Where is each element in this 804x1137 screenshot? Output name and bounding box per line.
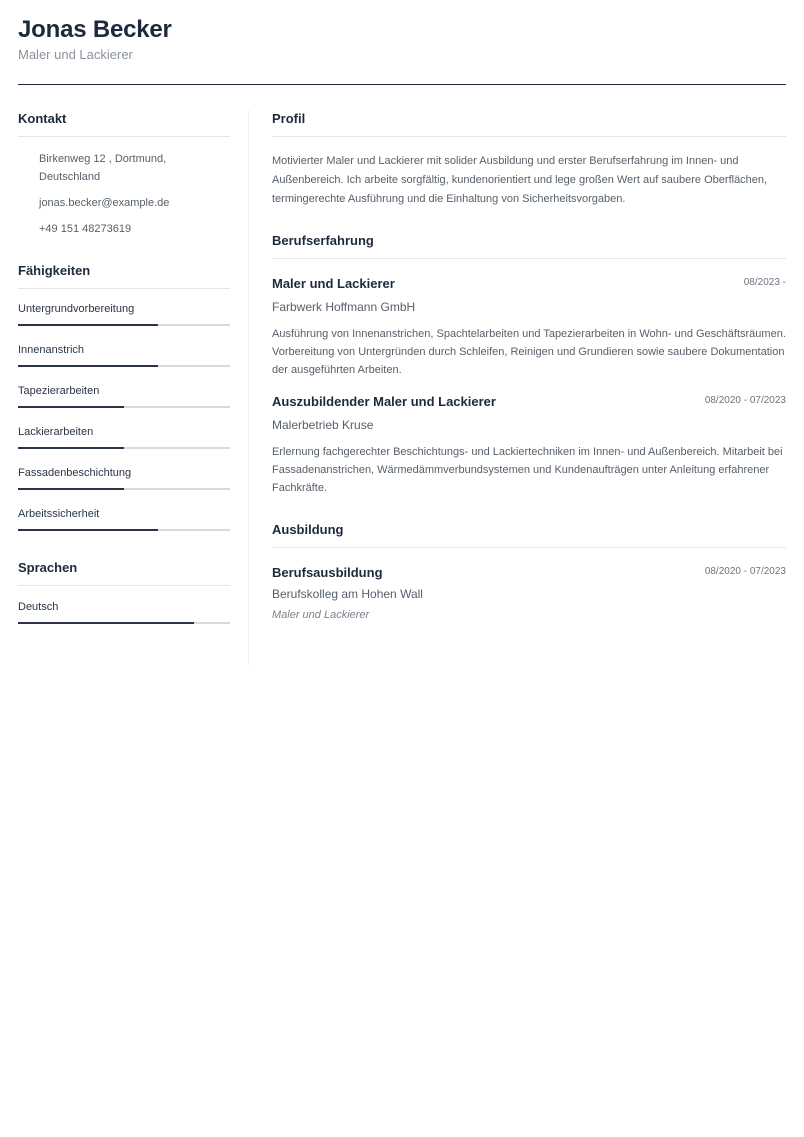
contact-details — [18, 150, 230, 238]
profile-heading: Profil — [272, 111, 306, 126]
skill-item — [18, 412, 230, 453]
skill-label: Lackierarbeiten — [18, 426, 94, 438]
job-description: Erlernung fachgerechter Beschichtungs- und Lackiertechniken im Innen- und Außenbereich. Mitarbeit bei Fassadenanstrichen, Wärmedämmverbundsystemen und Kundenaufträgen unter Anleitung erfahrener Fachkräfte. — [272, 446, 783, 494]
language-label: Deutsch — [18, 601, 59, 613]
skill-level-bar — [18, 365, 230, 367]
person-name: Jonas Becker — [18, 16, 172, 43]
job-title: Maler und Lackierer — [272, 276, 395, 291]
skill-item — [18, 371, 230, 412]
skills-section — [18, 262, 230, 535]
job-entry — [272, 393, 786, 497]
languages-list — [18, 586, 230, 630]
company-name: Malerbetrieb Kruse — [272, 418, 374, 432]
profile-text: Motivierter Maler und Lackierer mit solider Ausbildung und erster Berufserfahrung im Innen- und Außenbereich. Ich arbeite sorgfältig, kundenorientiert und lege großen Wert auf saubere Oberflächen, termingerechte Ausführung und die Einhaltung von Sicherheitsvorgaben. — [272, 155, 768, 205]
education-heading: Ausbildung — [272, 522, 344, 537]
skill-level-fill — [18, 529, 158, 531]
address-line-1: Birkenweg 12 , Dortmund, — [39, 153, 167, 165]
company-name: Farbwerk Hoffmann GmbH — [272, 300, 416, 314]
skill-label: Fassadenbeschichtung — [18, 467, 132, 479]
languages-heading: Sprachen — [18, 560, 78, 575]
school-name: Berufskolleg am Hohen Wall — [272, 587, 423, 601]
skill-level-fill — [18, 365, 158, 367]
contact-heading: Kontakt — [18, 111, 67, 126]
main-content — [272, 110, 786, 622]
education-note: Maler und Lackierer — [272, 609, 370, 621]
skill-item — [18, 453, 230, 494]
skill-level-fill — [18, 406, 124, 408]
job-date: 08/2020 - 07/2023 — [704, 395, 786, 406]
skills-list — [18, 289, 230, 535]
language-item — [18, 586, 230, 630]
skill-label: Untergrundvorbereitung — [18, 303, 135, 315]
skill-level-bar — [18, 529, 230, 531]
header-divider — [18, 84, 786, 85]
experience-section — [272, 232, 786, 497]
section-divider — [18, 136, 230, 137]
skill-item — [18, 289, 230, 330]
skill-level-bar — [18, 447, 230, 449]
skills-heading: Fähigkeiten — [18, 263, 91, 278]
skill-level-bar — [18, 406, 230, 408]
experience-heading: Berufserfahrung — [272, 233, 374, 248]
language-level-bar — [18, 622, 230, 624]
skill-level-fill — [18, 324, 158, 326]
skill-item — [18, 330, 230, 371]
profile-section — [272, 110, 786, 209]
skill-label: Innenanstrich — [18, 344, 85, 356]
skill-level-bar — [18, 488, 230, 490]
phone-number[interactable]: +49 151 48273619 — [39, 223, 132, 235]
language-level-fill — [18, 622, 194, 624]
section-divider — [272, 136, 786, 137]
address-line-2: Deutschland — [39, 171, 101, 183]
languages-section — [18, 559, 230, 630]
email-address[interactable]: jonas.becker@example.de — [39, 197, 170, 209]
contact-section — [18, 110, 230, 238]
column-divider — [248, 110, 249, 665]
section-divider — [272, 547, 786, 548]
job-title-subtitle: Maler und Lackierer — [18, 47, 133, 62]
section-divider — [272, 258, 786, 259]
sidebar — [18, 110, 230, 630]
education-title: Berufsausbildung — [272, 565, 383, 580]
skill-level-bar — [18, 324, 230, 326]
skill-label: Arbeitssicherheit — [18, 508, 100, 520]
skill-item — [18, 494, 230, 535]
education-entry — [272, 564, 786, 622]
skill-label: Tapezierarbeiten — [18, 385, 100, 397]
education-section — [272, 521, 786, 622]
job-title: Auszubildender Maler und Lackierer — [272, 394, 496, 409]
job-entry — [272, 275, 786, 379]
education-date: 08/2020 - 07/2023 — [704, 566, 786, 577]
job-date: 08/2023 - — [743, 277, 786, 288]
skill-level-fill — [18, 488, 124, 490]
job-description: Ausführung von Innenanstrichen, Spachtelarbeiten und Tapezierarbeiten in Wohn- und Geschäftsräumen. Vorbereitung von Untergründen durch Schleifen, Reinigen und Grundieren sowie saubere Dokumentation der ausgeführten Arbeiten. — [272, 328, 786, 376]
resume-header — [18, 16, 786, 63]
skill-level-fill — [18, 447, 124, 449]
